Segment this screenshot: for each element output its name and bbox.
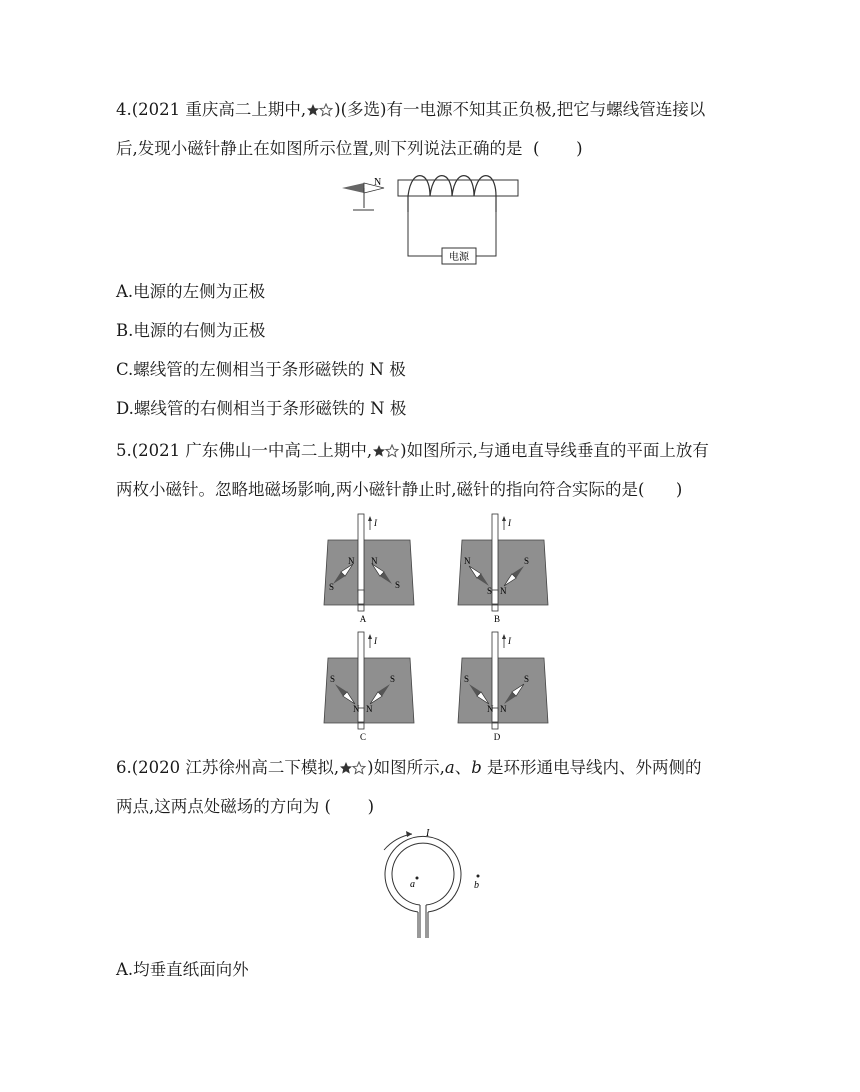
pole-label: S <box>464 674 470 684</box>
q5-source: 5.(2021 广东佛山一中高二上期中, <box>116 441 373 460</box>
difficulty-star-icon <box>372 444 400 458</box>
q4-line-1 <box>116 98 705 122</box>
pole-label: N <box>500 704 507 714</box>
q6-source: 6.(2020 江苏徐州高二下模拟, <box>116 758 340 777</box>
q6-line-1 <box>116 756 702 780</box>
pole-label: S <box>329 582 335 592</box>
point-b-label: b <box>474 880 479 891</box>
q5-line-2: 两枚小磁针。忽略地磁场影响,两小磁针静止时,磁针的指向符合实际的是( ) <box>116 480 683 499</box>
pole-label: S <box>395 580 401 590</box>
q4-line-2: 后,发现小磁针静止在如图所示位置,则下列说法正确的是 ( ) <box>116 139 583 158</box>
pole-label: S <box>487 586 493 596</box>
panel-a <box>324 514 414 624</box>
current-label: I <box>508 518 511 528</box>
q5-stem: )如图所示,与通电直导线垂直的平面上放有 <box>400 441 709 460</box>
panel-label: A <box>359 614 367 624</box>
pole-label: S <box>524 556 530 566</box>
pole-label: N <box>348 556 355 566</box>
q6-stem-rest: 是环形通电导线内、外两侧的 <box>481 758 702 777</box>
current-label: I <box>374 636 377 646</box>
pole-label: S <box>524 674 530 684</box>
pole-label: N <box>500 586 507 596</box>
q4-option-b: B.电源的右侧为正极 <box>116 321 266 340</box>
q6-ring-current-figure <box>366 826 496 944</box>
pole-label: N <box>464 556 471 566</box>
panel-d <box>458 632 548 742</box>
pole-label: N <box>371 556 378 566</box>
pole-label: N <box>487 704 494 714</box>
q6-point-b: b <box>471 758 482 777</box>
q4-solenoid-figure <box>338 172 524 266</box>
solenoid-core <box>398 180 518 196</box>
q5-line-1 <box>116 439 709 463</box>
q6-stem: )如图所示, <box>367 758 445 777</box>
point-b-dot <box>477 875 480 878</box>
pole-label: N <box>366 704 373 714</box>
panel-label: C <box>359 732 367 742</box>
q4-stem: )(多选)有一电源不知其正负极,把它与螺线管连接以 <box>334 100 706 119</box>
power-source-label: 电源 <box>449 252 469 263</box>
pole-label: S <box>330 674 336 684</box>
ring-current-label: I <box>426 828 430 839</box>
q4-option-c: C.螺线管的左侧相当于条形磁铁的 N 极 <box>116 360 406 379</box>
pole-label: S <box>390 674 396 684</box>
q4-option-a: A.电源的左侧为正极 <box>116 282 266 301</box>
q4-option-d: D.螺线管的右侧相当于条形磁铁的 N 极 <box>116 399 407 418</box>
point-a-label: a <box>410 879 415 890</box>
q6-option-a: A.均垂直纸面向外 <box>116 960 249 979</box>
pole-label: N <box>353 704 360 714</box>
panel-c <box>324 632 414 742</box>
panel-b <box>458 514 548 624</box>
point-a-dot <box>416 877 419 880</box>
q6-line-2: 两点,这两点处磁场的方向为 ( ) <box>116 797 375 816</box>
current-label: I <box>508 636 511 646</box>
q4-source: 4.(2021 重庆高二上期中, <box>116 100 307 119</box>
q6-point-a: a <box>444 758 455 777</box>
difficulty-star-icon <box>306 103 334 117</box>
panel-label: B <box>493 614 501 624</box>
current-label: I <box>374 518 377 528</box>
needle-north-label: N <box>374 177 382 188</box>
difficulty-star-icon <box>339 761 367 775</box>
q6-separator: 、 <box>454 758 472 777</box>
q5-compass-panels-figure <box>318 510 558 750</box>
panel-label: D <box>493 732 501 742</box>
